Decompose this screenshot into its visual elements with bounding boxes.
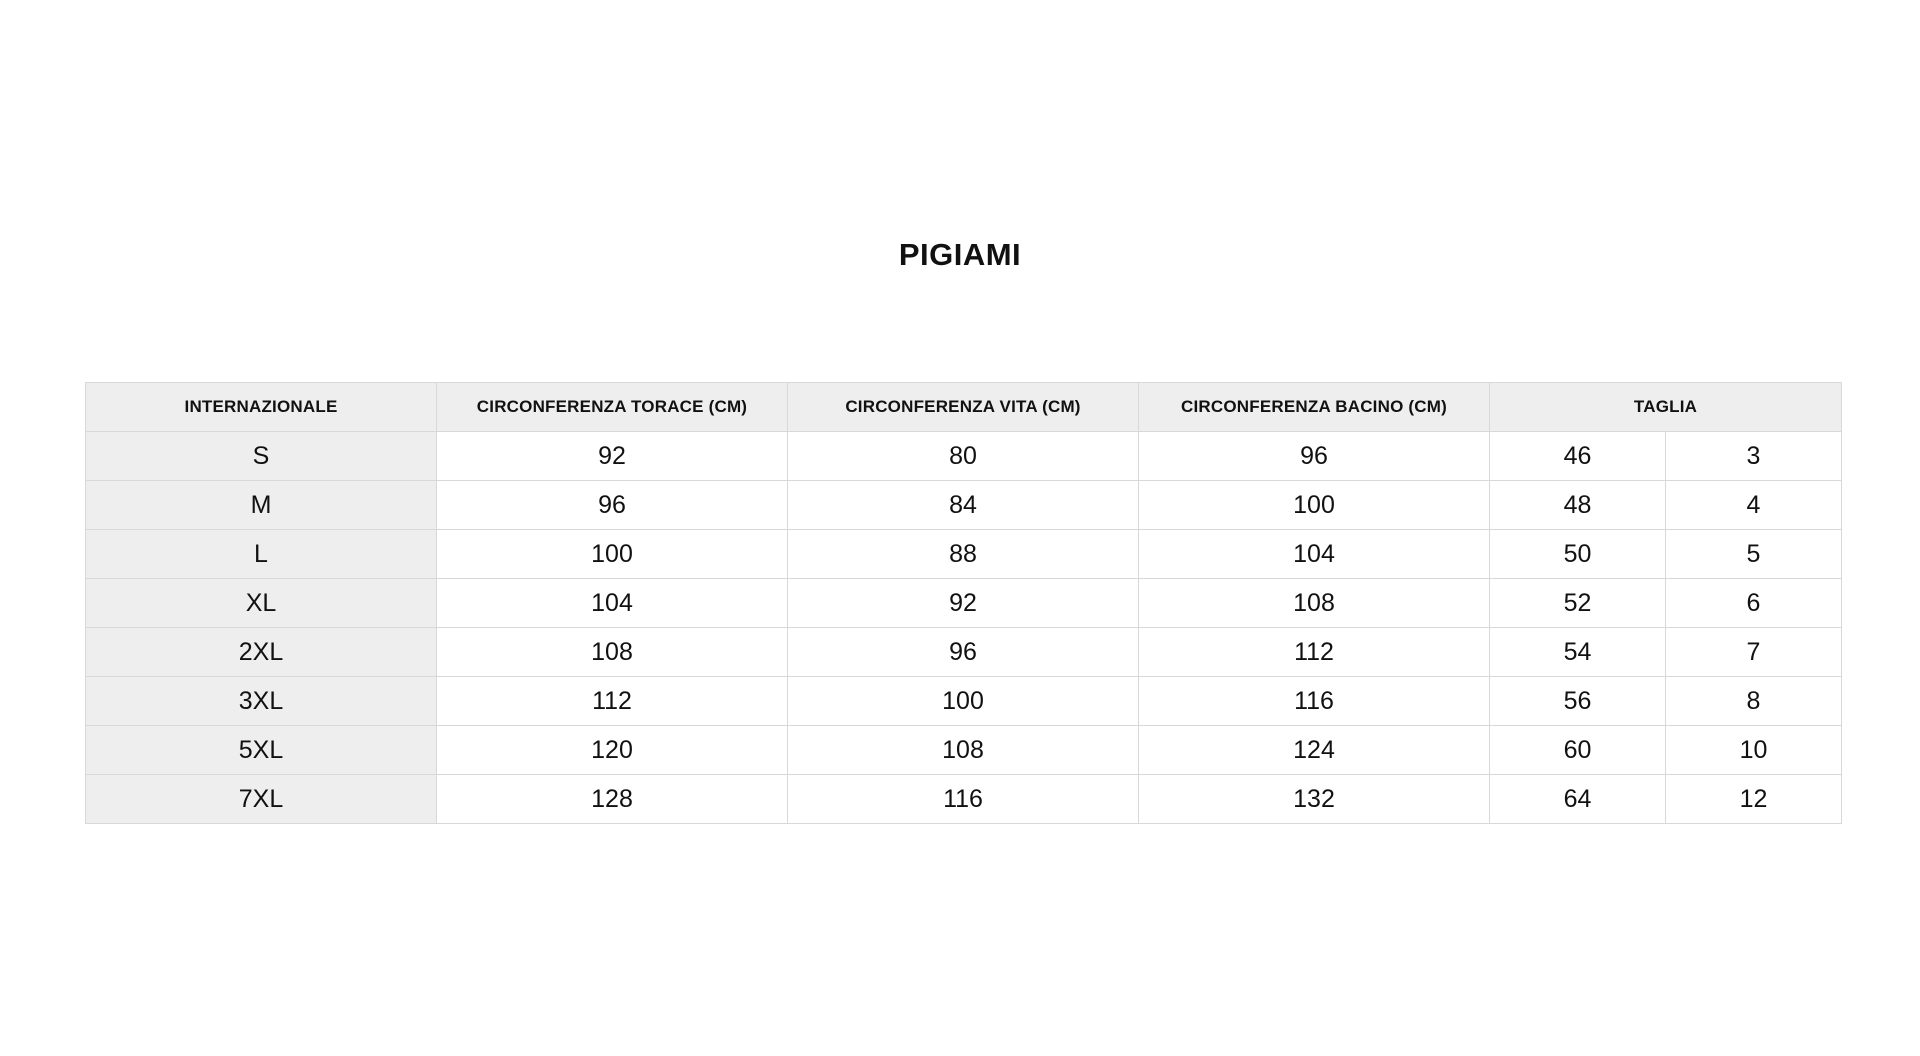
cell-international: 3XL xyxy=(86,677,437,726)
table-row xyxy=(86,481,1842,530)
header-chest: CIRCONFERENZA TORACE (CM) xyxy=(437,383,788,432)
header-international: INTERNAZIONALE xyxy=(86,383,437,432)
table-row xyxy=(86,677,1842,726)
cell-chest: 104 xyxy=(437,579,788,628)
cell-waist: 100 xyxy=(788,677,1139,726)
cell-international: XL xyxy=(86,579,437,628)
cell-chest: 120 xyxy=(437,726,788,775)
cell-size-a: 54 xyxy=(1490,628,1666,677)
size-table xyxy=(85,382,1842,824)
cell-chest: 100 xyxy=(437,530,788,579)
cell-hips: 108 xyxy=(1139,579,1490,628)
cell-hips: 104 xyxy=(1139,530,1490,579)
cell-waist: 80 xyxy=(788,432,1139,481)
cell-size-a: 50 xyxy=(1490,530,1666,579)
table-row xyxy=(86,628,1842,677)
cell-hips: 112 xyxy=(1139,628,1490,677)
cell-waist: 116 xyxy=(788,775,1139,824)
cell-waist: 108 xyxy=(788,726,1139,775)
cell-international: 2XL xyxy=(86,628,437,677)
cell-hips: 124 xyxy=(1139,726,1490,775)
cell-size-b: 10 xyxy=(1666,726,1842,775)
cell-size-a: 46 xyxy=(1490,432,1666,481)
cell-chest: 96 xyxy=(437,481,788,530)
header-waist: CIRCONFERENZA VITA (CM) xyxy=(788,383,1139,432)
cell-size-b: 5 xyxy=(1666,530,1842,579)
cell-chest: 112 xyxy=(437,677,788,726)
table-row xyxy=(86,775,1842,824)
cell-size-a: 60 xyxy=(1490,726,1666,775)
cell-size-b: 7 xyxy=(1666,628,1842,677)
cell-international: L xyxy=(86,530,437,579)
cell-size-b: 6 xyxy=(1666,579,1842,628)
header-hips: CIRCONFERENZA BACINO (CM) xyxy=(1139,383,1490,432)
cell-chest: 128 xyxy=(437,775,788,824)
cell-hips: 116 xyxy=(1139,677,1490,726)
page-title: PIGIAMI xyxy=(898,237,1022,272)
cell-size-b: 12 xyxy=(1666,775,1842,824)
header-size: TAGLIA xyxy=(1490,383,1842,432)
cell-hips: 100 xyxy=(1139,481,1490,530)
cell-waist: 88 xyxy=(788,530,1139,579)
table-row xyxy=(86,726,1842,775)
cell-chest: 108 xyxy=(437,628,788,677)
table-row xyxy=(86,530,1842,579)
cell-size-a: 56 xyxy=(1490,677,1666,726)
cell-chest: 92 xyxy=(437,432,788,481)
cell-international: M xyxy=(86,481,437,530)
cell-size-a: 52 xyxy=(1490,579,1666,628)
cell-hips: 96 xyxy=(1139,432,1490,481)
cell-waist: 92 xyxy=(788,579,1139,628)
cell-waist: 84 xyxy=(788,481,1139,530)
table-row xyxy=(86,432,1842,481)
cell-international: 7XL xyxy=(86,775,437,824)
cell-size-a: 64 xyxy=(1490,775,1666,824)
cell-waist: 96 xyxy=(788,628,1139,677)
cell-size-b: 3 xyxy=(1666,432,1842,481)
cell-size-b: 4 xyxy=(1666,481,1842,530)
cell-international: S xyxy=(86,432,437,481)
cell-size-b: 8 xyxy=(1666,677,1842,726)
table-row xyxy=(86,579,1842,628)
cell-hips: 132 xyxy=(1139,775,1490,824)
cell-international: 5XL xyxy=(86,726,437,775)
header-row xyxy=(86,383,1842,432)
cell-size-a: 48 xyxy=(1490,481,1666,530)
